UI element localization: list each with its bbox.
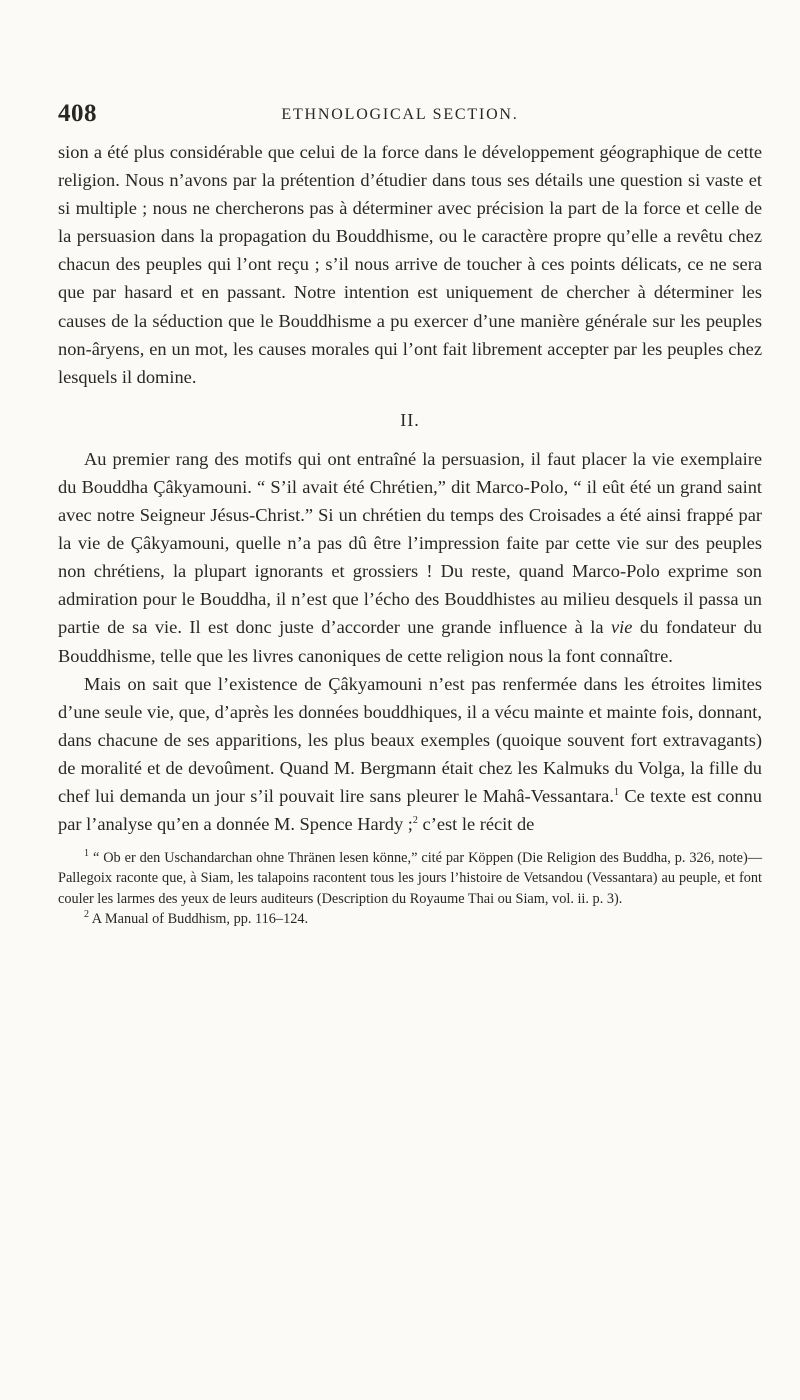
footnote-2-text: A Manual of Buddhism, pp. 116–124.: [91, 910, 309, 927]
footnote-2-mark: 2: [84, 909, 89, 920]
paragraph-2-end: du fondateur du Bouddhisme, telle que les livres canoniques de cette religion nous la font connaître.: [58, 617, 762, 666]
footnote-1-text: “ Ob er den Uschandarchan ohne Thränen lesen könne,” cité par Köppen (Die Religion des Buddha, p. 326, note)—Pallegoix raconte que, à Siam, les talapoins racontent tous les jours l’histoire de Vetsandou (Vessantara) au peuple, et font couler les larmes des yeux de leurs auditeurs (Description du Royaume Thai ou Siam, vol. ii. p. 3).: [58, 850, 763, 907]
paragraph-2-text: Au premier rang des motifs qui ont entraîné la persuasion, il faut placer la vie exemplaire du Bouddha Çâkyamouni. “ S’il avait été Chrétien,” dit Marco-Polo, “ il eût été un grand saint avec notre Seigneur Jésus-Christ.” Si un chrétien du temps des Croisades a été ainsi frappé par la vie de Çâkyamouni, quelle n’a pas dû être l’impression faite par cette vie sur des peuples non chrétiens, la plupart ignorants et grossiers ! Du reste, quand Marco-Polo exprime son admiration pour le Bouddha, il n’est que l’écho des Bouddhistes au milieu desquels il passa un partie de sa vie. Il est donc juste d’accorder une grande influence à la: [58, 448, 762, 638]
footnote-2: [58, 909, 762, 929]
paragraph-2: [58, 445, 762, 670]
page-body: [58, 138, 762, 929]
paragraph-3-mid: Ce texte est connu par l’analyse qu’en a donnée M. Spence Hardy ;: [58, 785, 762, 835]
page-number: 408: [58, 100, 97, 127]
footnote-ref-1: 1: [613, 786, 619, 798]
section-heading: II.: [400, 409, 420, 430]
paragraph-3: [58, 670, 762, 839]
paragraph-3-end: c’est le récit de: [422, 814, 535, 835]
footnotes: [58, 848, 762, 929]
paragraph-3-text: Mais on sait que l’existence de Çâkyamouni n’est pas renfermée dans les étroites limites d’une seule vie, que, d’après les données bouddhiques, il a vécu mainte et mainte fois, donnant, dans chacune de ses apparitions, les plus beaux exemples (quoique souvent fort extravagants) de moralité et de devoûment. Quand M. Bergmann était chez les Kalmuks du Volga, la fille du chef lui demanda un jour s’il pouvait lire sans pleurer le Mahâ-Vessantara.: [58, 673, 762, 806]
italic-vie: vie: [610, 617, 633, 638]
paragraph-1: sion a été plus considérable que celui de la force dans le développement géographique de cette religion. Nous n’avons par la prétention d’étudier dans tous ses détails une question si vaste et si multiple ; nous ne chercherons pas à déterminer avec précision la part de la force et celle de la persuasion dans la propagation du Bouddhisme, ou le caractère propre qu’elle a revêtu chez chacun des peuples qui l’ont reçu ; s’il nous arrive de toucher à ces points délicats, ce ne sera que par hasard et en passant. Notre intention est uniquement de chercher à déterminer les causes de la séduction que le Bouddhisme a pu exercer d’une manière générale sur les peuples non-âryens, en un mot, les causes morales qui l’ont fait librement accepter par les peuples chez lesquels il domine.: [58, 142, 762, 387]
footnote-1-mark: 1: [84, 848, 89, 860]
running-head: ETHNOLOGICAL SECTION.: [281, 106, 519, 123]
footnote-1: [58, 848, 762, 909]
footnote-ref-2: 2: [412, 814, 418, 826]
page-header: [0, 78, 800, 128]
